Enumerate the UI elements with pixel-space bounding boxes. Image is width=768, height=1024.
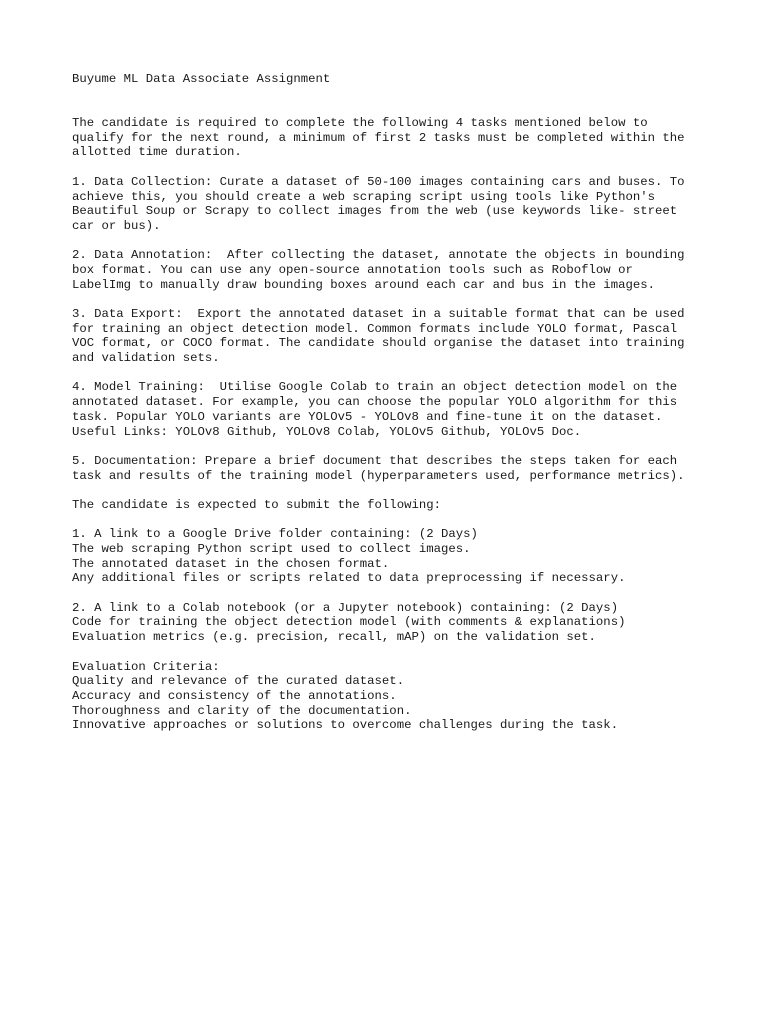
text-line: The candidate is required to complete the following 4 tasks mentioned below to (72, 116, 648, 131)
task-data-export (72, 307, 712, 366)
text-line: Innovative approaches or solutions to overcome challenges during the task. (72, 718, 619, 733)
text-line: Thoroughness and clarity of the documentation. (72, 703, 412, 718)
text-line: 4. Model Training: Utilise Google Colab to train an object detection model on the (72, 380, 678, 395)
paragraph-spacer (72, 292, 712, 307)
text-line: Any additional files or scripts related to data preprocessing if necessary. (72, 571, 626, 586)
title-spacer (72, 87, 712, 116)
paragraph-spacer (72, 439, 712, 454)
text-line: 5. Documentation: Prepare a brief document that describes the steps taken for each (72, 453, 678, 468)
text-line: Beautiful Soup or Scrapy to collect images from the web (use keywords like- street (72, 204, 678, 219)
document-page (72, 72, 712, 733)
submission-intro (72, 498, 712, 513)
text-line: and validation sets. (72, 351, 220, 366)
document-title: Buyume ML Data Associate Assignment (72, 72, 331, 86)
text-line: task. Popular YOLO variants are YOLOv5 - YOLOv8 and fine-tune it on the dataset. (72, 409, 663, 424)
text-line: Evaluation Criteria: (72, 659, 220, 674)
intro-paragraph (72, 116, 712, 160)
text-line: 2. A link to a Colab notebook (or a Jupyter notebook) containing: (2 Days) (72, 600, 619, 615)
text-line: 1. A link to a Google Drive folder containing: (2 Days) (72, 527, 478, 542)
text-line: Accuracy and consistency of the annotations. (72, 688, 397, 703)
paragraph-spacer (72, 483, 712, 498)
paragraph-spacer (72, 586, 712, 601)
text-line: 2. Data Annotation: After collecting the dataset, annotate the objects in bounding (72, 248, 685, 263)
text-line: The annotated dataset in the chosen format. (72, 556, 390, 571)
text-line: annotated dataset. For example, you can choose the popular YOLO algorithm for this (72, 395, 678, 410)
text-line: Evaluation metrics (e.g. precision, recall, mAP) on the validation set. (72, 630, 596, 645)
text-line: qualify for the next round, a minimum of first 2 tasks must be completed within the (72, 130, 685, 145)
submission-colab-notebook (72, 601, 712, 645)
paragraph-spacer (72, 160, 712, 175)
evaluation-criteria (72, 660, 712, 733)
task-model-training (72, 380, 712, 439)
text-line: allotted time duration. (72, 145, 242, 160)
paragraph-spacer (72, 513, 712, 528)
text-line: The candidate is expected to submit the following: (72, 497, 441, 512)
task-data-collection (72, 175, 712, 234)
paragraph-spacer (72, 234, 712, 249)
text-line: Code for training the object detection model (with comments & explanations) (72, 615, 626, 630)
text-line: achieve this, you should create a web scraping script using tools like Python's (72, 189, 655, 204)
text-line: VOC format, or COCO format. The candidate should organise the dataset into training (72, 336, 685, 351)
text-line: Quality and relevance of the curated dataset. (72, 674, 405, 689)
task-data-annotation (72, 248, 712, 292)
text-line: LabelImg to manually draw bounding boxes around each car and bus in the images. (72, 277, 655, 292)
text-line: box format. You can use any open-source annotation tools such as Roboflow or (72, 262, 633, 277)
text-line: for training an object detection model. Common formats include YOLO format, Pascal (72, 321, 678, 336)
task-documentation (72, 454, 712, 483)
paragraph-spacer (72, 366, 712, 381)
text-line: 1. Data Collection: Curate a dataset of 50-100 images containing cars and buses. To (72, 174, 685, 189)
text-line: car or bus). (72, 218, 161, 233)
submission-drive-folder (72, 527, 712, 586)
text-line: The web scraping Python script used to collect images. (72, 542, 471, 557)
text-line: task and results of the training model (hyperparameters used, performance metrics). (72, 468, 685, 483)
paragraph-spacer (72, 645, 712, 660)
text-line: 3. Data Export: Export the annotated dataset in a suitable format that can be used (72, 307, 685, 322)
text-line: Useful Links: YOLOv8 Github, YOLOv8 Colab, YOLOv5 Github, YOLOv5 Doc. (72, 424, 582, 439)
